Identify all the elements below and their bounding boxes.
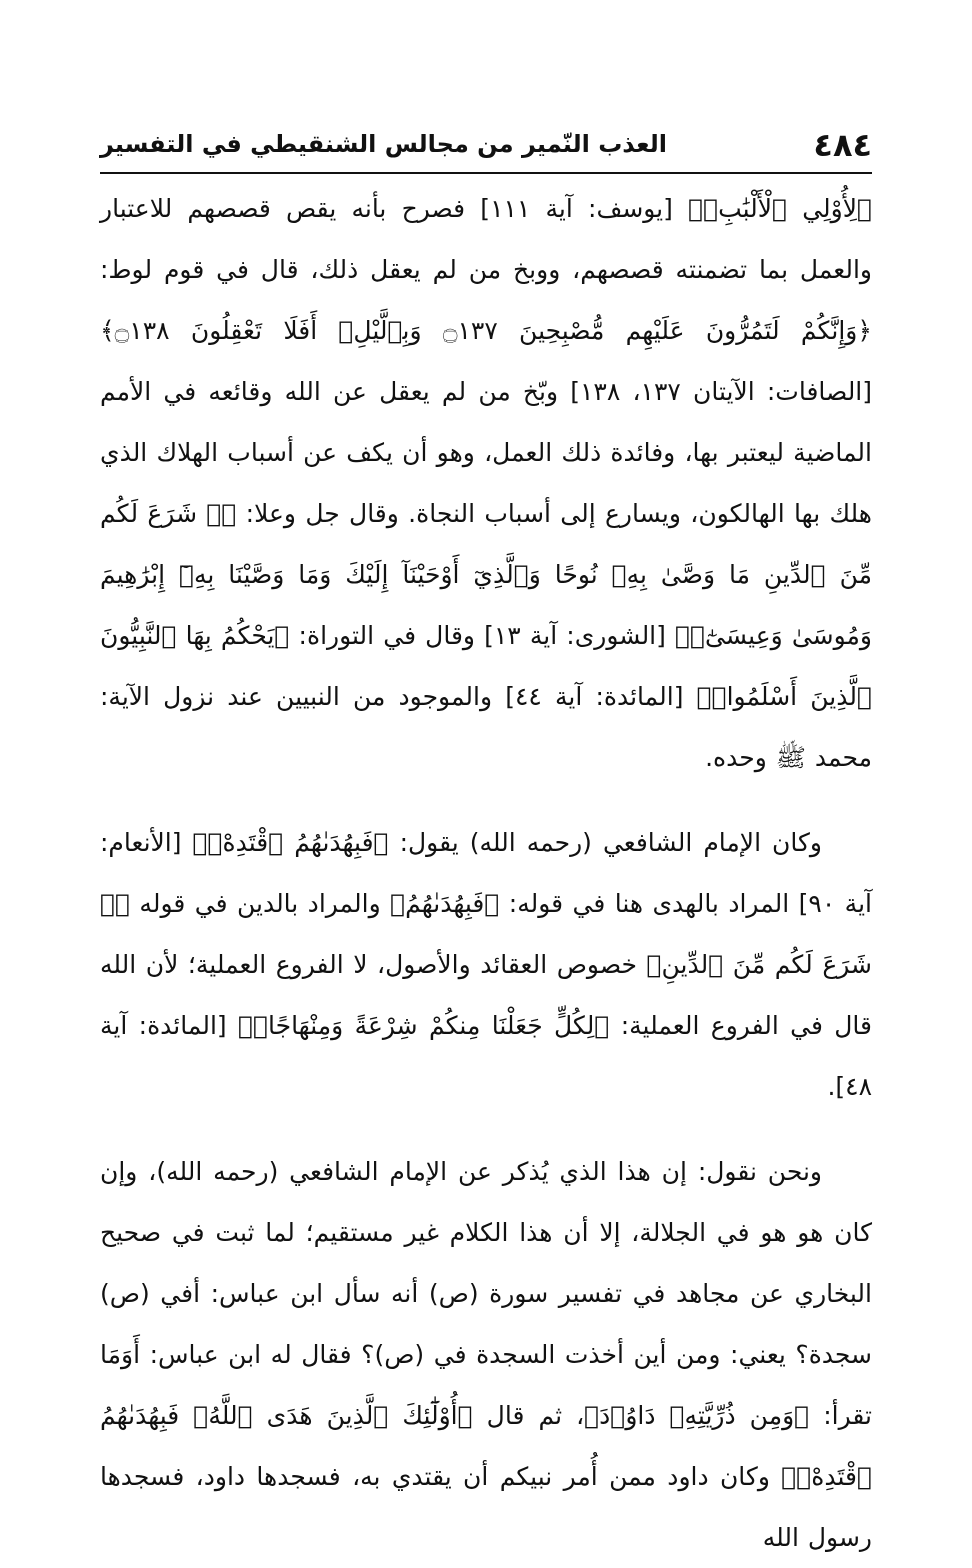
paragraph-1: ﴿لِأُوْلِي ٱلْأَلْبَٰبِۗ﴾ [يوسف: آية ١١١] فصرح بأنه يقص قصصهم للاعتبار والعمل بما تضمنته قصصهم، ووبخ من لم يعقل ذلك، قال في قوم لوط: ﴿وَإِنَّكُمْ لَتَمُرُّونَ عَلَيْهِم مُّصْبِحِينَ ۝١٣٧ وَبِٱلَّيْلِۚ أَفَلَا تَعْقِلُونَ ۝١٣٨﴾ [الصافات: الآيتان ١٣٧، ١٣٨] وبّخ من لم يعقل عن الله وقائعه في الأمم الماضية ليعتبر بها، وفائدة ذلك العمل، وهو أن يكف عن أسباب الهلاك الذي هلك بها الهالكون، ويسارع إلى أسباب النجاة. وقال جل وعلا: ﴿۞ شَرَعَ لَكُم مِّنَ ٱلدِّينِ مَا وَصَّىٰ بِهِۦ نُوحًا وَٱلَّذِيٓ أَوْحَيْنَآ إِلَيْكَ وَمَا وَصَّيْنَا بِهِۦٓ إِبْرَٰهِيمَ وَمُوسَىٰ وَعِيسَىٰٓۖ﴾ [الشورى: آية ١٣] وقال في التوراة: ﴿يَحْكُمُ بِهَا ٱلنَّبِيُّونَ ٱلَّذِينَ أَسْلَمُوا۟﴾ [المائدة: آية ٤٤] والموجود من النبيين عند نزول الآية: محمد ﷺ وحده. [100,194,873,772]
page-header [100,120,872,174]
paragraph-3: ونحن نقول: إن هذا الذي يُذكر عن الإمام الشافعي (رحمه الله)، وإن كان هو هو في الجلالة، إلا أن هذا الكلام غير مستقيم؛ لما ثبت في صحيح البخاري عن مجاهد في تفسير سورة (ص) أنه سأل ابن عباس: أفي (ص) سجدة؟ يعني: ومن أين أخذت السجدة في (ص)؟ فقال له ابن عباس: أَوَمَا تقرأ: ﴿وَمِن ذُرِّيَّتِهِۦ دَاوُۥدَ﴾، ثم قال ﴿أُوْلَٰٓئِكَ ٱلَّذِينَ هَدَى ٱللَّهُۖ فَبِهُدَىٰهُمُ ٱقْتَدِهْۗ﴾ وكان داود ممن أُمر نبيكم أن يقتدي به، فسجدها داود، فسجدها رسول الله [100,1157,872,1552]
page-number: ٤٨٤ [813,126,872,164]
page-body [100,178,872,1568]
running-title: العذب النّمير من مجالس الشنقيطي في التفسير [100,130,667,158]
paragraph-2: وكان الإمام الشافعي (رحمه الله) يقول: ﴿فَبِهُدَىٰهُمُ ٱقْتَدِهْۗ﴾ [الأنعام: آية ٩٠] المراد بالهدى هنا في قوله: ﴿فَبِهُدَىٰهُمُ﴾ والمراد بالدين في قوله ﴿۞ شَرَعَ لَكُم مِّنَ ٱلدِّينِ﴾ خصوص العقائد والأصول، لا الفروع العملية؛ لأن الله قال في الفروع العملية: ﴿لِكُلٍّ جَعَلْنَا مِنكُمْ شِرْعَةً وَمِنْهَاجًاۚ﴾ [المائدة: آية ٤٨]. [100,828,872,1101]
